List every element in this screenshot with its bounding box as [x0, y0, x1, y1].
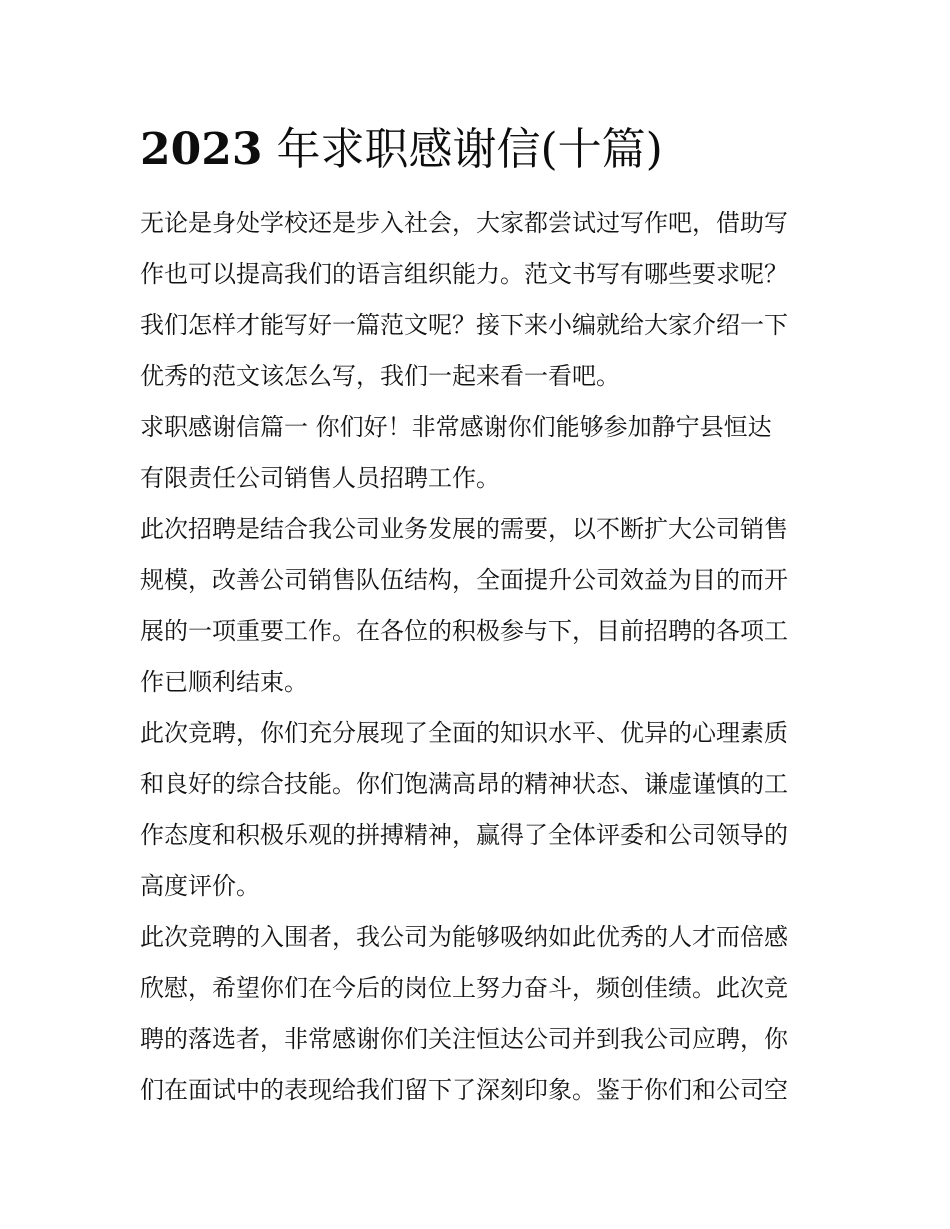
title-text: 年求职感谢信(十篇)	[262, 124, 663, 175]
text-line: 和良好的综合技能。你们饱满高昂的精神状态、谦虚谨慎的工	[140, 770, 788, 798]
text-line: 作已顺利结束。	[140, 668, 308, 696]
text-line: 规模，改善公司销售队伍结构，全面提升公司效益为目的而开	[140, 566, 788, 594]
text-line: 求职感谢信篇一 你们好！非常感谢你们能够参加静宁县恒达	[140, 413, 772, 441]
document-title	[140, 117, 820, 183]
text-line: 此次招聘是结合我公司业务发展的需要，以不断扩大公司销售	[140, 515, 788, 543]
text-line: 此次竞聘的入围者，我公司为能够吸纳如此优秀的人才而倍感	[140, 923, 788, 951]
text-line: 无论是身处学校还是步入社会，大家都尝试过写作吧，借助写	[140, 209, 788, 237]
document-body	[140, 198, 820, 1116]
text-line: 此次竞聘，你们充分展现了全面的知识水平、优异的心理素质	[140, 719, 788, 747]
text-line: 优秀的范文该怎么写，我们一起来看一看吧。	[140, 362, 620, 390]
text-line: 们在面试中的表现给我们留下了深刻印象。鉴于你们和公司空	[140, 1076, 788, 1104]
text-line: 聘的落选者，非常感谢你们关注恒达公司并到我公司应聘，你	[140, 1025, 788, 1053]
text-line: 作态度和积极乐观的拼搏精神，赢得了全体评委和公司领导的	[140, 821, 788, 849]
text-line: 有限责任公司销售人员招聘工作。	[140, 464, 500, 492]
text-line: 作也可以提高我们的语言组织能力。范文书写有哪些要求呢？	[140, 260, 788, 288]
text-line: 展的一项重要工作。在各位的积极参与下，目前招聘的各项工	[140, 617, 788, 645]
text-line: 我们怎样才能写好一篇范文呢？接下来小编就给大家介绍一下	[140, 311, 788, 339]
text-line: 高度评价。	[140, 872, 260, 900]
text-line: 欣慰，希望你们在今后的岗位上努力奋斗，频创佳绩。此次竞	[140, 974, 788, 1002]
title-year: 2023	[140, 124, 263, 175]
